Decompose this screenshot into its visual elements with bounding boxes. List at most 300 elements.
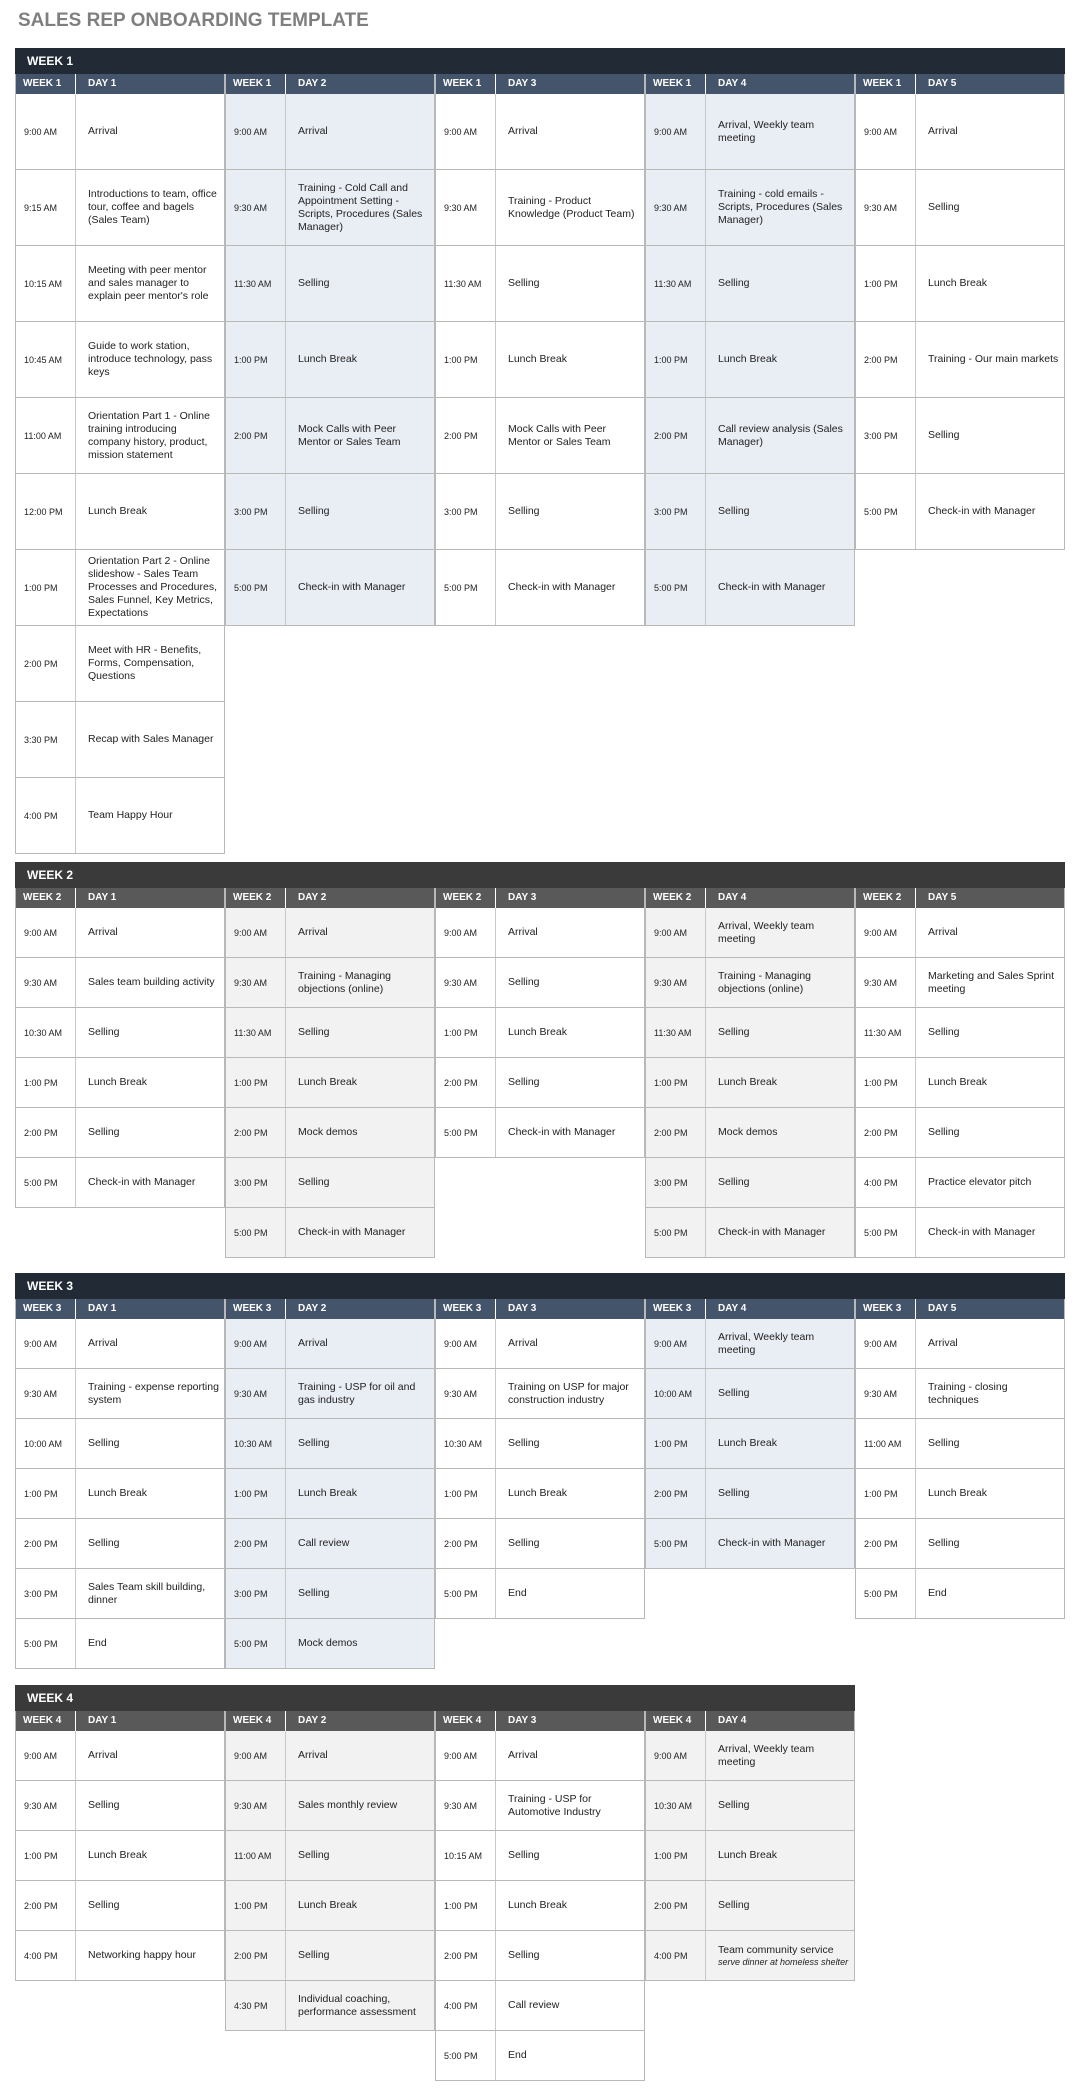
week-section-1 xyxy=(15,48,1065,854)
day-column xyxy=(855,888,1065,1258)
time-cell: 9:30 AM xyxy=(16,958,76,1007)
schedule-row xyxy=(436,2031,644,2081)
activity-cell xyxy=(76,1058,224,1107)
schedule-row xyxy=(16,1369,224,1419)
activity-cell xyxy=(916,908,1064,957)
time-cell: 9:00 AM xyxy=(436,1731,496,1780)
column-header xyxy=(16,1299,224,1319)
schedule-row xyxy=(436,1569,644,1619)
schedule-row xyxy=(856,958,1064,1008)
activity-text: Mock demos xyxy=(298,1126,358,1138)
week-header: WEEK 2 xyxy=(15,862,1065,888)
week-column-label: WEEK 3 xyxy=(16,1299,76,1319)
activity-text: Selling xyxy=(298,1026,330,1038)
activity-cell xyxy=(916,1008,1064,1057)
activity-text: Networking happy hour xyxy=(88,1949,196,1961)
activity-cell xyxy=(496,1058,644,1107)
activity-cell xyxy=(76,398,224,473)
schedule-row xyxy=(226,550,434,626)
activity-cell xyxy=(76,778,224,853)
schedule-row xyxy=(436,246,644,322)
activity-text: Lunch Break xyxy=(88,1487,147,1499)
time-cell: 11:30 AM xyxy=(436,246,496,321)
activity-cell xyxy=(496,550,644,625)
activity-cell xyxy=(286,1108,434,1157)
time-cell: 10:30 AM xyxy=(436,1419,496,1468)
time-cell: 1:00 PM xyxy=(646,1831,706,1880)
activity-cell xyxy=(496,2031,644,2080)
activity-cell xyxy=(76,1831,224,1880)
schedule-row xyxy=(646,1781,854,1831)
schedule-row xyxy=(226,908,434,958)
schedule-row xyxy=(226,1519,434,1569)
schedule-row xyxy=(226,1319,434,1369)
schedule-row xyxy=(16,322,224,398)
activity-cell xyxy=(916,94,1064,169)
day-column xyxy=(435,1711,645,2081)
schedule-row xyxy=(856,1208,1064,1258)
week-column-label: WEEK 1 xyxy=(226,74,286,94)
schedule-row xyxy=(646,1419,854,1469)
activity-cell xyxy=(916,958,1064,1007)
activity-text: Selling xyxy=(928,1026,960,1038)
time-cell: 2:00 PM xyxy=(226,1931,286,1980)
schedule-row xyxy=(646,474,854,550)
time-cell: 1:00 PM xyxy=(436,322,496,397)
time-cell: 5:00 PM xyxy=(226,1208,286,1257)
activity-cell xyxy=(76,958,224,1007)
time-cell: 11:30 AM xyxy=(646,246,706,321)
schedule-row xyxy=(436,1469,644,1519)
time-cell: 9:00 AM xyxy=(646,1731,706,1780)
activity-text: Selling xyxy=(88,1126,120,1138)
time-cell: 9:00 AM xyxy=(856,1319,916,1368)
activity-note: serve dinner at homeless shelter xyxy=(718,1956,849,1967)
time-cell: 2:00 PM xyxy=(16,1881,76,1930)
activity-text: Selling xyxy=(928,1126,960,1138)
activity-text: Selling xyxy=(718,1799,750,1811)
schedule-row xyxy=(226,1008,434,1058)
schedule-row xyxy=(16,958,224,1008)
activity-cell xyxy=(706,1319,854,1368)
activity-text: Arrival xyxy=(88,926,118,938)
time-cell: 1:00 PM xyxy=(16,1831,76,1880)
activity-cell xyxy=(286,1731,434,1780)
schedule-row xyxy=(226,1619,434,1669)
schedule-row xyxy=(16,170,224,246)
time-cell: 9:00 AM xyxy=(436,94,496,169)
week-column-label: WEEK 3 xyxy=(436,1299,496,1319)
activity-cell xyxy=(916,1519,1064,1568)
activity-text: Orientation Part 2 - Online slideshow - Sales Team Processes and Procedures, Sales Funnel, Key Metrics, Expectations xyxy=(88,555,217,619)
activity-cell xyxy=(76,908,224,957)
activity-text: Lunch Break xyxy=(928,277,987,289)
activity-text: End xyxy=(508,1587,527,1599)
activity-text: Selling xyxy=(508,976,540,988)
activity-cell xyxy=(706,1519,854,1568)
activity-text: Check-in with Manager xyxy=(298,581,406,593)
day-label: DAY 4 xyxy=(718,892,747,903)
activity-cell xyxy=(916,1058,1064,1107)
activity-text: Mock demos xyxy=(718,1126,778,1138)
activity-cell xyxy=(496,1781,644,1830)
week-column-label: WEEK 4 xyxy=(16,1711,76,1731)
activity-cell xyxy=(706,322,854,397)
activity-text: Individual coaching, performance assessment xyxy=(298,1992,416,2018)
schedule-row xyxy=(226,1108,434,1158)
time-cell: 9:15 AM xyxy=(16,170,76,245)
time-cell: 3:00 PM xyxy=(436,474,496,549)
activity-cell xyxy=(286,550,434,625)
activity-cell xyxy=(76,702,224,777)
activity-text: Lunch Break xyxy=(298,1487,357,1499)
activity-text: Selling xyxy=(718,1487,750,1499)
schedule-row xyxy=(16,474,224,550)
activity-text: Marketing and Sales Sprint meeting xyxy=(928,969,1055,995)
activity-cell xyxy=(916,1419,1064,1468)
activity-cell xyxy=(286,1208,434,1257)
time-cell: 10:15 AM xyxy=(436,1831,496,1880)
activity-text: End xyxy=(88,1637,107,1649)
week-header: WEEK 4 xyxy=(15,1685,855,1711)
schedule-row xyxy=(436,908,644,958)
activity-text: Training - expense reporting system xyxy=(88,1380,219,1406)
schedule-row xyxy=(856,322,1064,398)
activity-text: Training - USP for Automotive Industry xyxy=(508,1792,601,1818)
schedule-row xyxy=(856,474,1064,550)
week-header: WEEK 3 xyxy=(15,1273,1065,1299)
schedule-row xyxy=(226,1158,434,1208)
column-header xyxy=(646,888,854,908)
activity-cell xyxy=(916,246,1064,321)
activity-cell xyxy=(496,908,644,957)
activity-text: Selling xyxy=(508,1537,540,1549)
time-cell: 9:30 AM xyxy=(646,170,706,245)
time-cell: 9:00 AM xyxy=(856,94,916,169)
activity-text: Lunch Break xyxy=(718,1437,777,1449)
activity-text: Training - Cold Call and Appointment Setting - Scripts, Procedures (Sales Manager) xyxy=(298,181,423,233)
schedule-row xyxy=(436,474,644,550)
time-cell: 2:00 PM xyxy=(436,1519,496,1568)
time-cell: 9:30 AM xyxy=(856,1369,916,1418)
time-cell: 5:00 PM xyxy=(646,550,706,625)
day-label: DAY 2 xyxy=(298,892,327,903)
schedule-row xyxy=(436,1781,644,1831)
activity-cell xyxy=(286,1569,434,1618)
time-cell: 9:30 AM xyxy=(436,1369,496,1418)
time-cell: 9:30 AM xyxy=(16,1369,76,1418)
activity-cell xyxy=(286,1831,434,1880)
day-label: DAY 1 xyxy=(88,78,117,89)
schedule-row xyxy=(856,1058,1064,1108)
activity-text: Arrival, Weekly team meeting xyxy=(718,1330,815,1356)
activity-cell xyxy=(916,398,1064,473)
activity-text: Selling xyxy=(298,1176,330,1188)
schedule-row xyxy=(16,550,224,626)
schedule-row xyxy=(16,1731,224,1781)
schedule-row xyxy=(226,398,434,474)
activity-text: Check-in with Manager xyxy=(718,581,826,593)
schedule-row xyxy=(16,1469,224,1519)
schedule-row xyxy=(16,398,224,474)
schedule-row xyxy=(436,170,644,246)
activity-cell xyxy=(706,398,854,473)
activity-text: Arrival xyxy=(508,1749,538,1761)
time-cell: 4:00 PM xyxy=(646,1931,706,1980)
activity-text: Training - Our main markets xyxy=(928,353,1059,365)
activity-cell xyxy=(706,1158,854,1207)
time-cell: 10:45 AM xyxy=(16,322,76,397)
activity-cell xyxy=(286,1781,434,1830)
activity-cell xyxy=(76,1619,224,1668)
activity-text: Selling xyxy=(298,1437,330,1449)
day-column xyxy=(15,1711,225,1981)
column-header xyxy=(856,1299,1064,1319)
day-column xyxy=(15,74,225,854)
schedule-row xyxy=(646,1881,854,1931)
time-cell: 1:00 PM xyxy=(16,1469,76,1518)
activity-text: Arrival xyxy=(508,1337,538,1349)
activity-text: Mock Calls with Peer Mentor or Sales Team xyxy=(298,422,401,448)
schedule-row xyxy=(646,1369,854,1419)
activity-text: Arrival xyxy=(928,1337,958,1349)
activity-cell xyxy=(76,1781,224,1830)
activity-cell xyxy=(916,1319,1064,1368)
activity-text: Selling xyxy=(88,1026,120,1038)
time-cell: 4:00 PM xyxy=(436,1981,496,2030)
schedule-row xyxy=(226,1469,434,1519)
week-column-label: WEEK 2 xyxy=(856,888,916,908)
week-column-label: WEEK 4 xyxy=(436,1711,496,1731)
activity-cell xyxy=(496,246,644,321)
schedule-row xyxy=(16,626,224,702)
schedule-row xyxy=(226,1369,434,1419)
activity-cell xyxy=(496,958,644,1007)
time-cell: 9:00 AM xyxy=(226,1731,286,1780)
schedule-row xyxy=(646,1208,854,1258)
activity-text: Arrival xyxy=(298,125,328,137)
schedule-row xyxy=(646,1831,854,1881)
time-cell: 9:00 AM xyxy=(436,1319,496,1368)
time-cell: 2:00 PM xyxy=(436,398,496,473)
activity-text: Sales team building activity xyxy=(88,976,215,988)
time-cell: 2:00 PM xyxy=(646,1881,706,1930)
day-label: DAY 3 xyxy=(508,1715,537,1726)
column-header xyxy=(436,888,644,908)
activity-cell xyxy=(286,1519,434,1568)
schedule-row xyxy=(646,246,854,322)
activity-text: Check-in with Manager xyxy=(718,1226,826,1238)
time-cell: 4:00 PM xyxy=(16,1931,76,1980)
activity-cell xyxy=(76,322,224,397)
activity-cell xyxy=(286,1158,434,1207)
column-header xyxy=(226,74,434,94)
schedule-row xyxy=(16,1831,224,1881)
time-cell: 9:30 AM xyxy=(436,170,496,245)
day-label: DAY 1 xyxy=(88,1303,117,1314)
time-cell: 2:00 PM xyxy=(16,626,76,701)
activity-text: Selling xyxy=(88,1537,120,1549)
activity-cell xyxy=(286,1058,434,1107)
activity-text: Selling xyxy=(298,505,330,517)
time-cell: 9:30 AM xyxy=(226,1781,286,1830)
schedule-row xyxy=(226,170,434,246)
activity-cell xyxy=(706,246,854,321)
schedule-row xyxy=(856,246,1064,322)
schedule-row xyxy=(646,1519,854,1569)
activity-cell xyxy=(706,1781,854,1830)
activity-text: Call review xyxy=(508,1999,560,2011)
time-cell: 9:30 AM xyxy=(646,958,706,1007)
activity-cell xyxy=(286,1931,434,1980)
time-cell: 3:00 PM xyxy=(856,398,916,473)
column-header xyxy=(436,1711,644,1731)
activity-cell xyxy=(286,1469,434,1518)
activity-cell xyxy=(496,1319,644,1368)
week-column-label: WEEK 3 xyxy=(226,1299,286,1319)
activity-cell xyxy=(706,1208,854,1257)
activity-cell xyxy=(496,1931,644,1980)
activity-cell xyxy=(496,1981,644,2030)
time-cell: 2:00 PM xyxy=(16,1519,76,1568)
time-cell: 9:30 AM xyxy=(856,958,916,1007)
activity-cell xyxy=(706,550,854,625)
day-label: DAY 2 xyxy=(298,78,327,89)
activity-cell xyxy=(496,1419,644,1468)
schedule-row xyxy=(16,94,224,170)
activity-cell xyxy=(76,474,224,549)
schedule-row xyxy=(856,1519,1064,1569)
time-cell: 9:00 AM xyxy=(16,908,76,957)
activity-cell xyxy=(706,1108,854,1157)
activity-text: Selling xyxy=(718,1899,750,1911)
schedule-row xyxy=(226,1569,434,1619)
day-label: DAY 5 xyxy=(928,78,957,89)
activity-cell xyxy=(706,1731,854,1780)
day-column xyxy=(645,888,855,1258)
activity-text: Lunch Break xyxy=(88,1849,147,1861)
schedule-row xyxy=(16,778,224,854)
week-column-label: WEEK 3 xyxy=(646,1299,706,1319)
time-cell: 5:00 PM xyxy=(856,1208,916,1257)
day-label: DAY 4 xyxy=(718,78,747,89)
activity-text: Recap with Sales Manager xyxy=(88,733,214,745)
schedule-row xyxy=(436,1319,644,1369)
schedule-row xyxy=(856,1158,1064,1208)
time-cell: 1:00 PM xyxy=(16,1058,76,1107)
day-column xyxy=(855,1299,1065,1619)
column-header xyxy=(856,74,1064,94)
activity-text: Arrival, Weekly team meeting xyxy=(718,118,815,144)
schedule-row xyxy=(16,1058,224,1108)
activity-cell xyxy=(286,170,434,245)
activity-text: Lunch Break xyxy=(88,1076,147,1088)
time-cell: 9:30 AM xyxy=(226,1369,286,1418)
week-column-label: WEEK 1 xyxy=(856,74,916,94)
time-cell: 2:00 PM xyxy=(856,322,916,397)
time-cell: 1:00 PM xyxy=(646,1419,706,1468)
schedule-row xyxy=(16,1881,224,1931)
activity-text: Training - USP for oil and gas industry xyxy=(298,1380,416,1406)
schedule-row xyxy=(226,1058,434,1108)
activity-cell xyxy=(916,1108,1064,1157)
time-cell: 1:00 PM xyxy=(226,322,286,397)
schedule-row xyxy=(436,1731,644,1781)
schedule-row xyxy=(856,1008,1064,1058)
activity-text: Arrival, Weekly team meeting xyxy=(718,1742,815,1768)
time-cell: 5:00 PM xyxy=(856,474,916,549)
schedule-row xyxy=(436,1058,644,1108)
time-cell: 9:00 AM xyxy=(226,94,286,169)
time-cell: 10:30 AM xyxy=(646,1781,706,1830)
week-column-label: WEEK 1 xyxy=(646,74,706,94)
activity-text: Training - Product Knowledge (Product Team) xyxy=(508,194,635,220)
time-cell: 5:00 PM xyxy=(436,1108,496,1157)
activity-text: Selling xyxy=(928,1537,960,1549)
week-column-label: WEEK 2 xyxy=(16,888,76,908)
activity-cell xyxy=(76,550,224,625)
activity-cell xyxy=(496,1008,644,1057)
time-cell: 2:00 PM xyxy=(646,1469,706,1518)
time-cell: 9:00 AM xyxy=(226,1319,286,1368)
column-header xyxy=(646,1711,854,1731)
week-column-label: WEEK 2 xyxy=(436,888,496,908)
time-cell: 9:00 AM xyxy=(436,908,496,957)
activity-cell xyxy=(76,170,224,245)
time-cell: 9:30 AM xyxy=(436,958,496,1007)
activity-cell xyxy=(286,322,434,397)
day-label: DAY 1 xyxy=(88,1715,117,1726)
schedule-row xyxy=(646,1469,854,1519)
time-cell: 11:30 AM xyxy=(646,1008,706,1057)
schedule-row xyxy=(436,1931,644,1981)
schedule-row xyxy=(16,246,224,322)
activity-cell xyxy=(496,474,644,549)
activity-cell xyxy=(706,170,854,245)
day-column xyxy=(15,888,225,1208)
activity-text: End xyxy=(928,1587,947,1599)
time-cell: 9:30 AM xyxy=(16,1781,76,1830)
activity-text: Selling xyxy=(718,277,750,289)
activity-cell xyxy=(496,1519,644,1568)
activity-text: Selling xyxy=(718,505,750,517)
activity-cell xyxy=(286,1319,434,1368)
time-cell: 5:00 PM xyxy=(646,1519,706,1568)
schedule-row xyxy=(436,550,644,626)
schedule-row xyxy=(226,1781,434,1831)
column-header xyxy=(226,1299,434,1319)
schedule-row xyxy=(646,1108,854,1158)
time-cell: 5:00 PM xyxy=(436,1569,496,1618)
time-cell: 5:00 PM xyxy=(436,2031,496,2080)
activity-text: Selling xyxy=(508,277,540,289)
day-column xyxy=(225,1711,435,2031)
activity-cell xyxy=(706,1831,854,1880)
column-header xyxy=(226,888,434,908)
activity-text: Arrival xyxy=(928,125,958,137)
activity-text: Guide to work station, introduce technology, pass keys xyxy=(88,340,213,378)
schedule-row xyxy=(856,1369,1064,1419)
schedule-row xyxy=(646,1158,854,1208)
column-header xyxy=(646,74,854,94)
schedule-row xyxy=(646,1319,854,1369)
activity-text: Arrival xyxy=(928,926,958,938)
time-cell: 5:00 PM xyxy=(226,550,286,625)
schedule-row xyxy=(16,1419,224,1469)
schedule-row xyxy=(646,170,854,246)
time-cell: 9:30 AM xyxy=(436,1781,496,1830)
activity-text: Selling xyxy=(928,429,960,441)
